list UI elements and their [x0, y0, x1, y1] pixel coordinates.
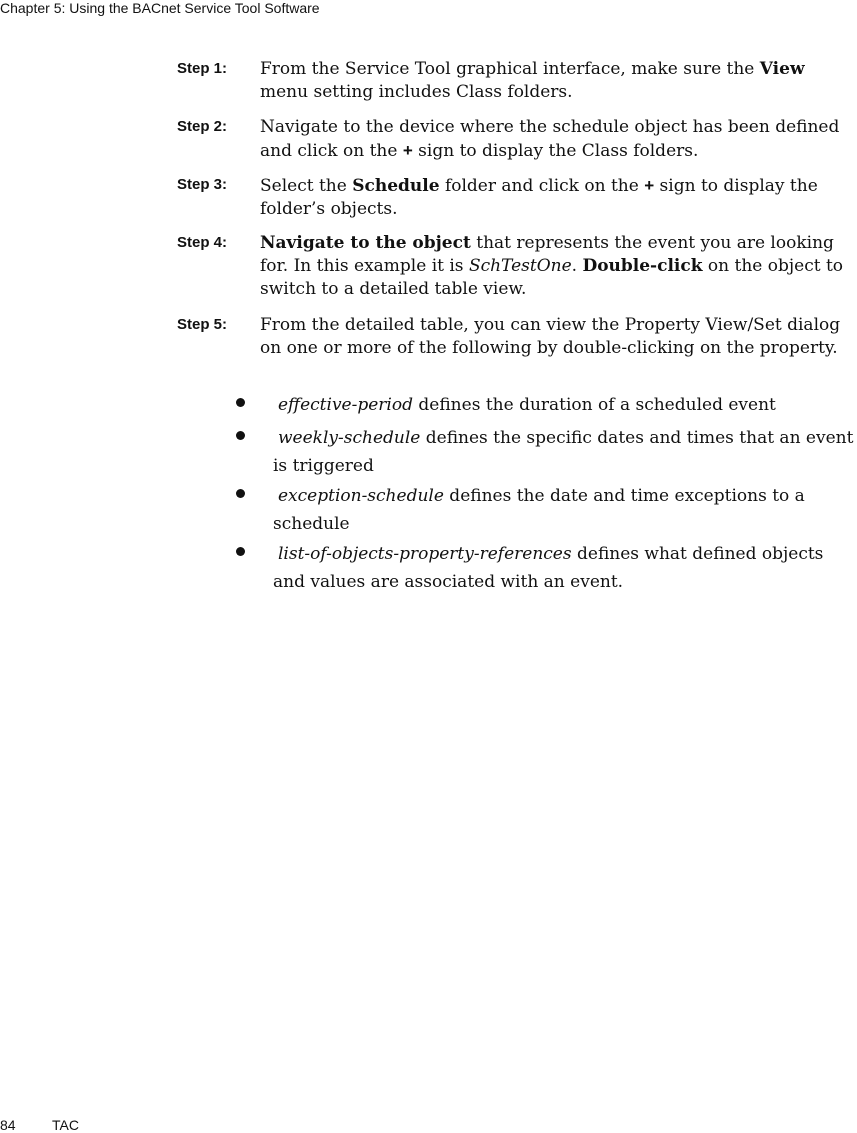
view-menu-term: View: [759, 59, 805, 79]
step-text-run: Navigate to the device where the schedule object has been defined and click on the: [260, 117, 840, 161]
step-text-run: menu setting includes Class folders.: [260, 82, 573, 102]
schedule-folder-term: Schedule: [352, 176, 440, 196]
step-text-run: on the object to switch to a detailed table view.: [260, 256, 844, 299]
chapter-header: Chapter 5: Using the BACnet Service Tool Software: [0, 0, 320, 16]
step-text: [260, 174, 857, 221]
property-term: list-of-objects-property-references: [278, 544, 572, 564]
step-label: Step 4:: [177, 234, 228, 251]
bullet-text: [273, 482, 857, 538]
navigate-term: Navigate to the object: [260, 233, 471, 253]
property-term: weekly-schedule: [278, 428, 421, 448]
step-text-run: sign to display the Class folders.: [412, 141, 699, 161]
step-text-run: sign to display the folder’s objects.: [260, 176, 818, 219]
plus-sign: +: [402, 141, 413, 160]
bullet-description: defines the date and time exceptions to a schedule: [273, 486, 805, 534]
bullet-text: [273, 540, 857, 596]
step-text-run: that represents the event you are looking for. In this example it is: [260, 233, 834, 276]
step-text-run: From the Service Tool graphical interface, make sure the: [260, 59, 760, 79]
footer-publisher: TAC: [52, 1117, 79, 1133]
bullet-text: [273, 391, 857, 419]
step-label: Step 3:: [177, 176, 228, 193]
object-name: SchTestOne: [468, 256, 572, 276]
bullet-dot-icon: [236, 431, 245, 440]
step-text: [260, 116, 857, 163]
bullet-description: defines what defined objects and values are associated with an event.: [273, 544, 824, 592]
step-label: Step 5:: [177, 316, 228, 333]
bullet-description: defines the duration of a scheduled event: [413, 395, 776, 415]
plus-sign: +: [644, 176, 655, 195]
bullet-dot-icon: [236, 547, 245, 556]
step-text: From the detailed table, you can view the Property View/Set dialog on one or more of the following by double-clicking on the property.: [260, 315, 841, 358]
bullet-dot-icon: [236, 489, 245, 498]
step-text: [260, 232, 857, 301]
step-label: Step 2:: [177, 118, 228, 135]
property-term: effective-period: [278, 395, 413, 415]
step-text-run: folder and click on the: [439, 176, 645, 196]
step-label: Step 1:: [177, 60, 228, 77]
step-text-run: Select the: [260, 176, 353, 196]
bullet-description: defines the specific dates and times that an event is triggered: [273, 428, 854, 476]
step-text-run: .: [571, 256, 583, 276]
bullet-dot-icon: [236, 398, 245, 407]
property-term: exception-schedule: [278, 486, 444, 506]
step-text: [260, 58, 857, 104]
double-click-term: Double-click: [582, 256, 703, 276]
page-number: 84: [0, 1117, 16, 1133]
bullet-text: [273, 424, 857, 480]
